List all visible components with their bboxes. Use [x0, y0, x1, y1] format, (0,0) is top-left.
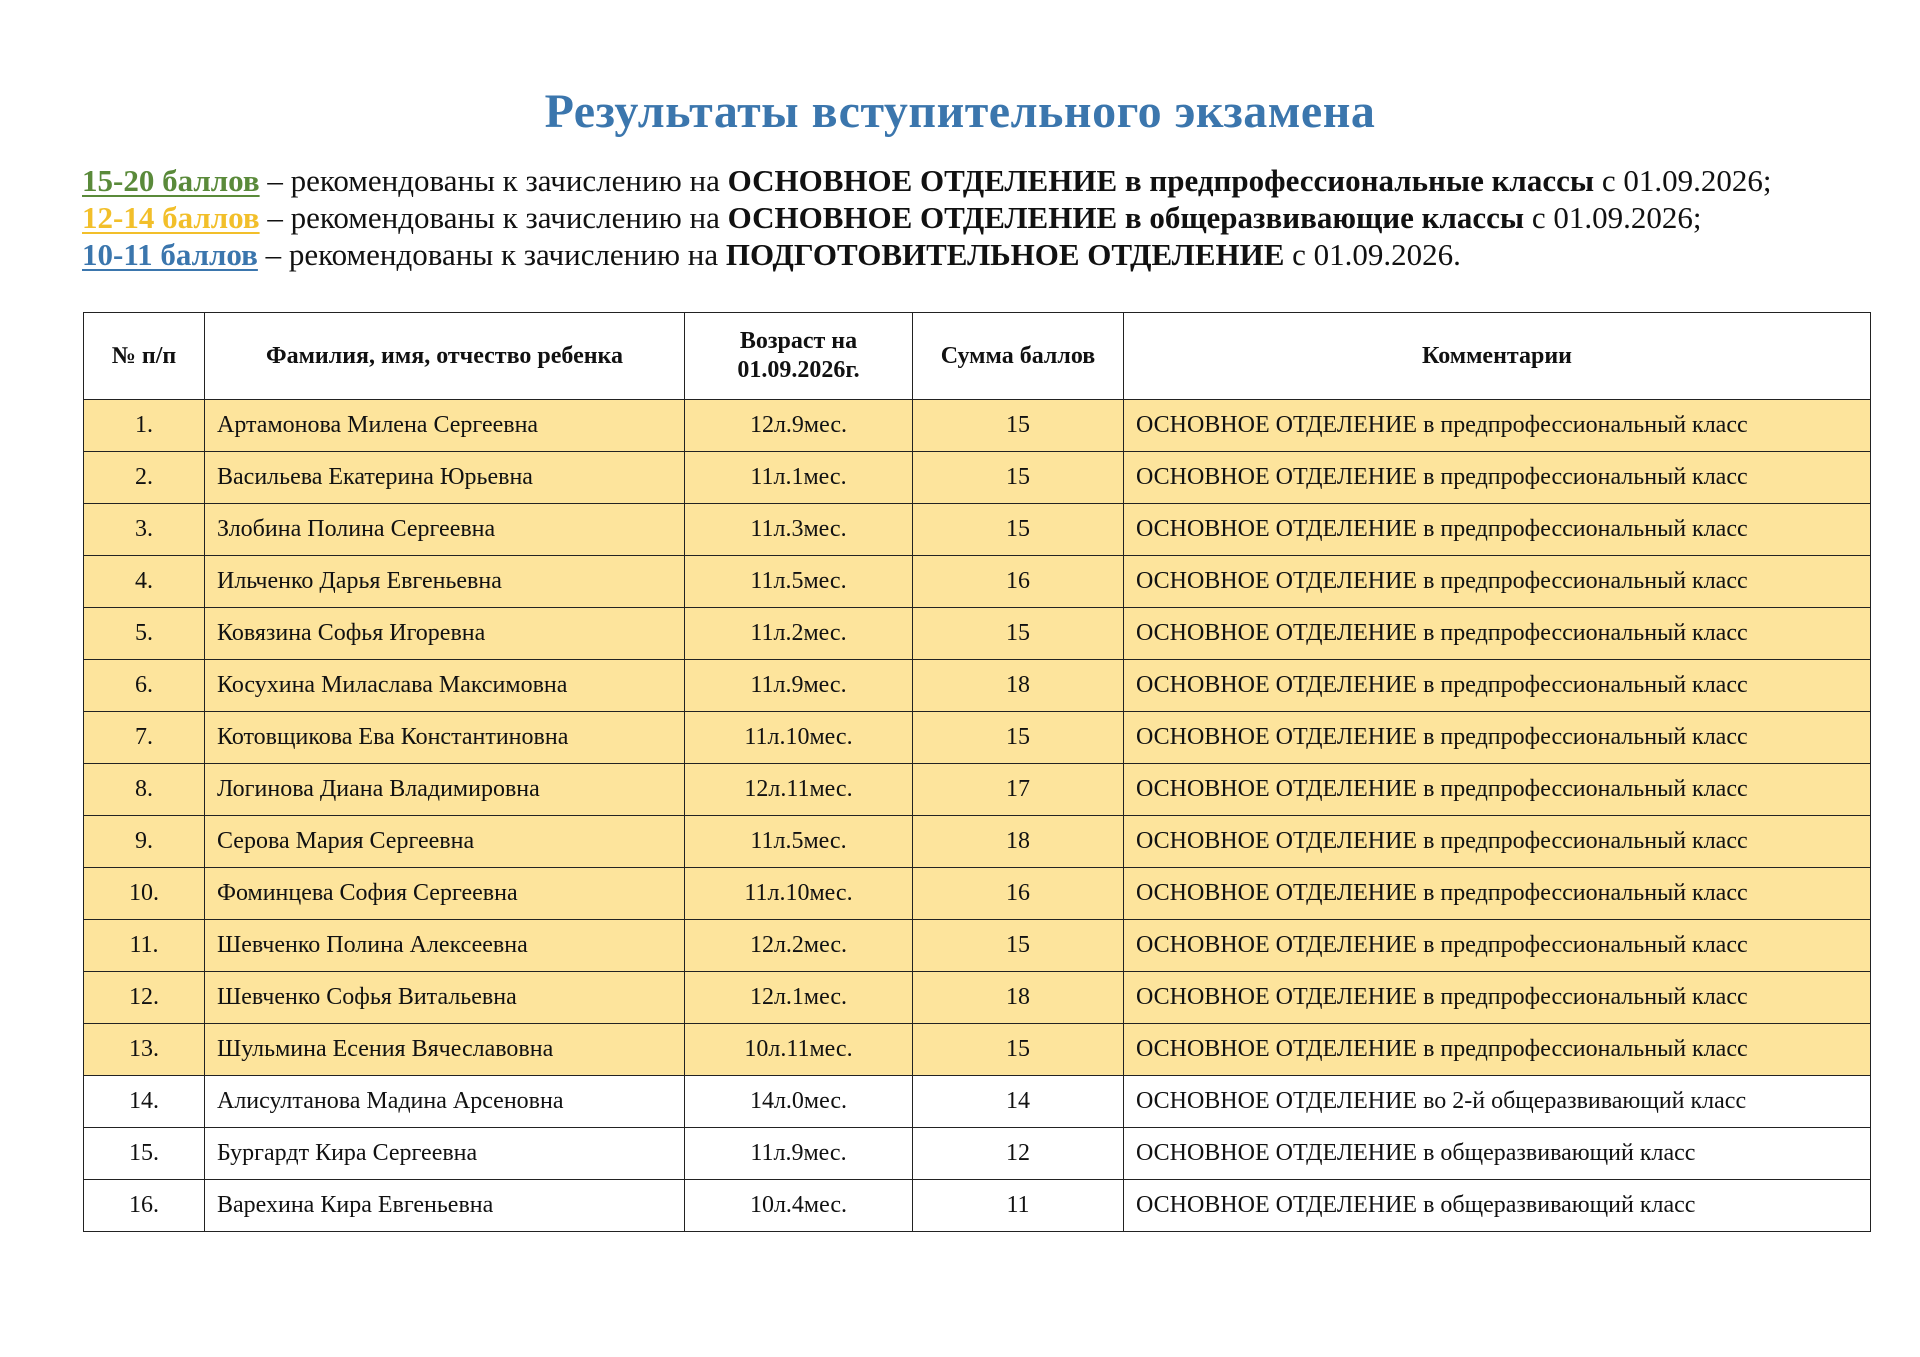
- header-comment: Комментарии: [1124, 313, 1871, 400]
- table-row: [84, 660, 1871, 712]
- cell-age: 11л.5мес.: [685, 816, 913, 868]
- cell-score: 15: [913, 712, 1124, 764]
- cell-age: 11л.9мес.: [685, 1128, 913, 1180]
- legend-text: – рекомендованы к зачислению на: [259, 200, 728, 235]
- legend-line-preparatory: [82, 236, 1882, 273]
- cell-age: 11л.3мес.: [685, 504, 913, 556]
- cell-score: 11: [913, 1180, 1124, 1232]
- cell-num: 16.: [84, 1180, 205, 1232]
- cell-score: 18: [913, 816, 1124, 868]
- cell-age: 11л.2мес.: [685, 608, 913, 660]
- cell-comment: ОСНОВНОЕ ОТДЕЛЕНИЕ в предпрофессиональный класс: [1124, 816, 1871, 868]
- cell-num: 14.: [84, 1076, 205, 1128]
- legend-line-preprofessional: [82, 162, 1882, 199]
- cell-score: 15: [913, 400, 1124, 452]
- page-title: Результаты вступительного экзамена: [544, 85, 1376, 138]
- cell-comment: ОСНОВНОЕ ОТДЕЛЕНИЕ в предпрофессиональный класс: [1124, 504, 1871, 556]
- cell-age: 12л.1мес.: [685, 972, 913, 1024]
- legend-department: ПОДГОТОВИТЕЛЬНОЕ ОТДЕЛЕНИЕ: [725, 237, 1285, 272]
- table-row: [84, 400, 1871, 452]
- cell-comment: ОСНОВНОЕ ОТДЕЛЕНИЕ в предпрофессиональный класс: [1124, 660, 1871, 712]
- cell-name: Котовщикова Ева Константиновна: [205, 712, 685, 764]
- cell-comment: ОСНОВНОЕ ОТДЕЛЕНИЕ в предпрофессиональный класс: [1124, 972, 1871, 1024]
- table-row: [84, 1076, 1871, 1128]
- cell-score: 15: [913, 608, 1124, 660]
- header-age-line1: Возраст на: [739, 328, 858, 354]
- legend-range-blue: 10-11 баллов: [82, 237, 258, 272]
- cell-name: Варехина Кира Евгеньевна: [205, 1180, 685, 1232]
- cell-comment: ОСНОВНОЕ ОТДЕЛЕНИЕ во 2-й общеразвивающий класс: [1124, 1076, 1871, 1128]
- table-row: [84, 452, 1871, 504]
- cell-name: Серова Мария Сергеевна: [205, 816, 685, 868]
- cell-score: 17: [913, 764, 1124, 816]
- cell-age: 11л.5мес.: [685, 556, 913, 608]
- cell-num: 3.: [84, 504, 205, 556]
- legend-text: – рекомендованы к зачислению на: [257, 237, 726, 272]
- legend-date: с 01.09.2026;: [1524, 200, 1702, 235]
- table-row: [84, 764, 1871, 816]
- cell-score: 15: [913, 452, 1124, 504]
- legend-department: ОСНОВНОЕ ОТДЕЛЕНИЕ в общеразвивающие классы: [727, 200, 1525, 235]
- cell-comment: ОСНОВНОЕ ОТДЕЛЕНИЕ в общеразвивающий класс: [1124, 1128, 1871, 1180]
- cell-name: Ильченко Дарья Евгеньевна: [205, 556, 685, 608]
- cell-name: Логинова Диана Владимировна: [205, 764, 685, 816]
- cell-comment: ОСНОВНОЕ ОТДЕЛЕНИЕ в предпрофессиональный класс: [1124, 400, 1871, 452]
- cell-comment: ОСНОВНОЕ ОТДЕЛЕНИЕ в предпрофессиональный класс: [1124, 920, 1871, 972]
- cell-name: Шевченко Полина Алексеевна: [205, 920, 685, 972]
- table-row: [84, 1180, 1871, 1232]
- cell-comment: ОСНОВНОЕ ОТДЕЛЕНИЕ в предпрофессиональный класс: [1124, 1024, 1871, 1076]
- cell-score: 15: [913, 920, 1124, 972]
- table-row: [84, 712, 1871, 764]
- table-header-row: [84, 313, 1871, 400]
- cell-score: 12: [913, 1128, 1124, 1180]
- cell-num: 8.: [84, 764, 205, 816]
- legend-range-yellow: 12-14 баллов: [82, 200, 260, 235]
- cell-name: Ковязина Софья Игоревна: [205, 608, 685, 660]
- cell-num: 11.: [84, 920, 205, 972]
- cell-num: 5.: [84, 608, 205, 660]
- cell-score: 18: [913, 972, 1124, 1024]
- cell-score: 15: [913, 504, 1124, 556]
- cell-age: 10л.4мес.: [685, 1180, 913, 1232]
- cell-name: Косухина Миласлава Максимовна: [205, 660, 685, 712]
- cell-num: 2.: [84, 452, 205, 504]
- cell-age: 12л.11мес.: [685, 764, 913, 816]
- cell-num: 6.: [84, 660, 205, 712]
- cell-comment: ОСНОВНОЕ ОТДЕЛЕНИЕ в предпрофессиональный класс: [1124, 452, 1871, 504]
- table-row: [84, 972, 1871, 1024]
- cell-comment: ОСНОВНОЕ ОТДЕЛЕНИЕ в общеразвивающий класс: [1124, 1180, 1871, 1232]
- cell-name: Шульмина Есения Вячеславовна: [205, 1024, 685, 1076]
- cell-name: Васильева Екатерина Юрьевна: [205, 452, 685, 504]
- cell-comment: ОСНОВНОЕ ОТДЕЛЕНИЕ в предпрофессиональный класс: [1124, 556, 1871, 608]
- table-row: [84, 816, 1871, 868]
- header-age-line2: 01.09.2026г.: [737, 357, 860, 383]
- cell-num: 15.: [84, 1128, 205, 1180]
- cell-num: 9.: [84, 816, 205, 868]
- cell-name: Алисултанова Мадина Арсеновна: [205, 1076, 685, 1128]
- legend-date: с 01.09.2026.: [1284, 237, 1461, 272]
- table-row: [84, 608, 1871, 660]
- cell-age: 11л.1мес.: [685, 452, 913, 504]
- table-row: [84, 1128, 1871, 1180]
- cell-comment: ОСНОВНОЕ ОТДЕЛЕНИЕ в предпрофессиональный класс: [1124, 608, 1871, 660]
- cell-age: 11л.10мес.: [685, 712, 913, 764]
- cell-score: 16: [913, 556, 1124, 608]
- cell-comment: ОСНОВНОЕ ОТДЕЛЕНИЕ в предпрофессиональный класс: [1124, 712, 1871, 764]
- table-row: [84, 920, 1871, 972]
- cell-age: 11л.10мес.: [685, 868, 913, 920]
- cell-score: 16: [913, 868, 1124, 920]
- table-row: [84, 868, 1871, 920]
- cell-age: 12л.2мес.: [685, 920, 913, 972]
- cell-age: 14л.0мес.: [685, 1076, 913, 1128]
- cell-score: 18: [913, 660, 1124, 712]
- cell-name: Артамонова Милена Сергеевна: [205, 400, 685, 452]
- legend-date: с 01.09.2026;: [1594, 163, 1772, 198]
- header-num: № п/п: [84, 313, 205, 400]
- cell-score: 14: [913, 1076, 1124, 1128]
- cell-name: Злобина Полина Сергеевна: [205, 504, 685, 556]
- legend-department: ОСНОВНОЕ ОТДЕЛЕНИЕ в предпрофессиональные классы: [727, 163, 1595, 198]
- cell-age: 10л.11мес.: [685, 1024, 913, 1076]
- header-score: Сумма баллов: [913, 313, 1124, 400]
- cell-num: 1.: [84, 400, 205, 452]
- cell-name: Фоминцева София Сергеевна: [205, 868, 685, 920]
- cell-num: 7.: [84, 712, 205, 764]
- cell-num: 10.: [84, 868, 205, 920]
- cell-age: 12л.9мес.: [685, 400, 913, 452]
- results-table: [83, 312, 1871, 1232]
- cell-num: 12.: [84, 972, 205, 1024]
- header-name: Фамилия, имя, отчество ребенка: [205, 313, 685, 400]
- legend-text: – рекомендованы к зачислению на: [259, 163, 728, 198]
- cell-num: 13.: [84, 1024, 205, 1076]
- cell-comment: ОСНОВНОЕ ОТДЕЛЕНИЕ в предпрофессиональный класс: [1124, 868, 1871, 920]
- cell-name: Шевченко Софья Витальевна: [205, 972, 685, 1024]
- cell-comment: ОСНОВНОЕ ОТДЕЛЕНИЕ в предпрофессиональный класс: [1124, 764, 1871, 816]
- cell-num: 4.: [84, 556, 205, 608]
- score-legend: [82, 162, 1882, 273]
- table-row: [84, 504, 1871, 556]
- header-age: [685, 313, 913, 400]
- table-row: [84, 556, 1871, 608]
- legend-range-green: 15-20 баллов: [82, 163, 260, 198]
- cell-name: Бургардт Кира Сергеевна: [205, 1128, 685, 1180]
- legend-line-general: [82, 199, 1882, 236]
- cell-age: 11л.9мес.: [685, 660, 913, 712]
- cell-score: 15: [913, 1024, 1124, 1076]
- table-row: [84, 1024, 1871, 1076]
